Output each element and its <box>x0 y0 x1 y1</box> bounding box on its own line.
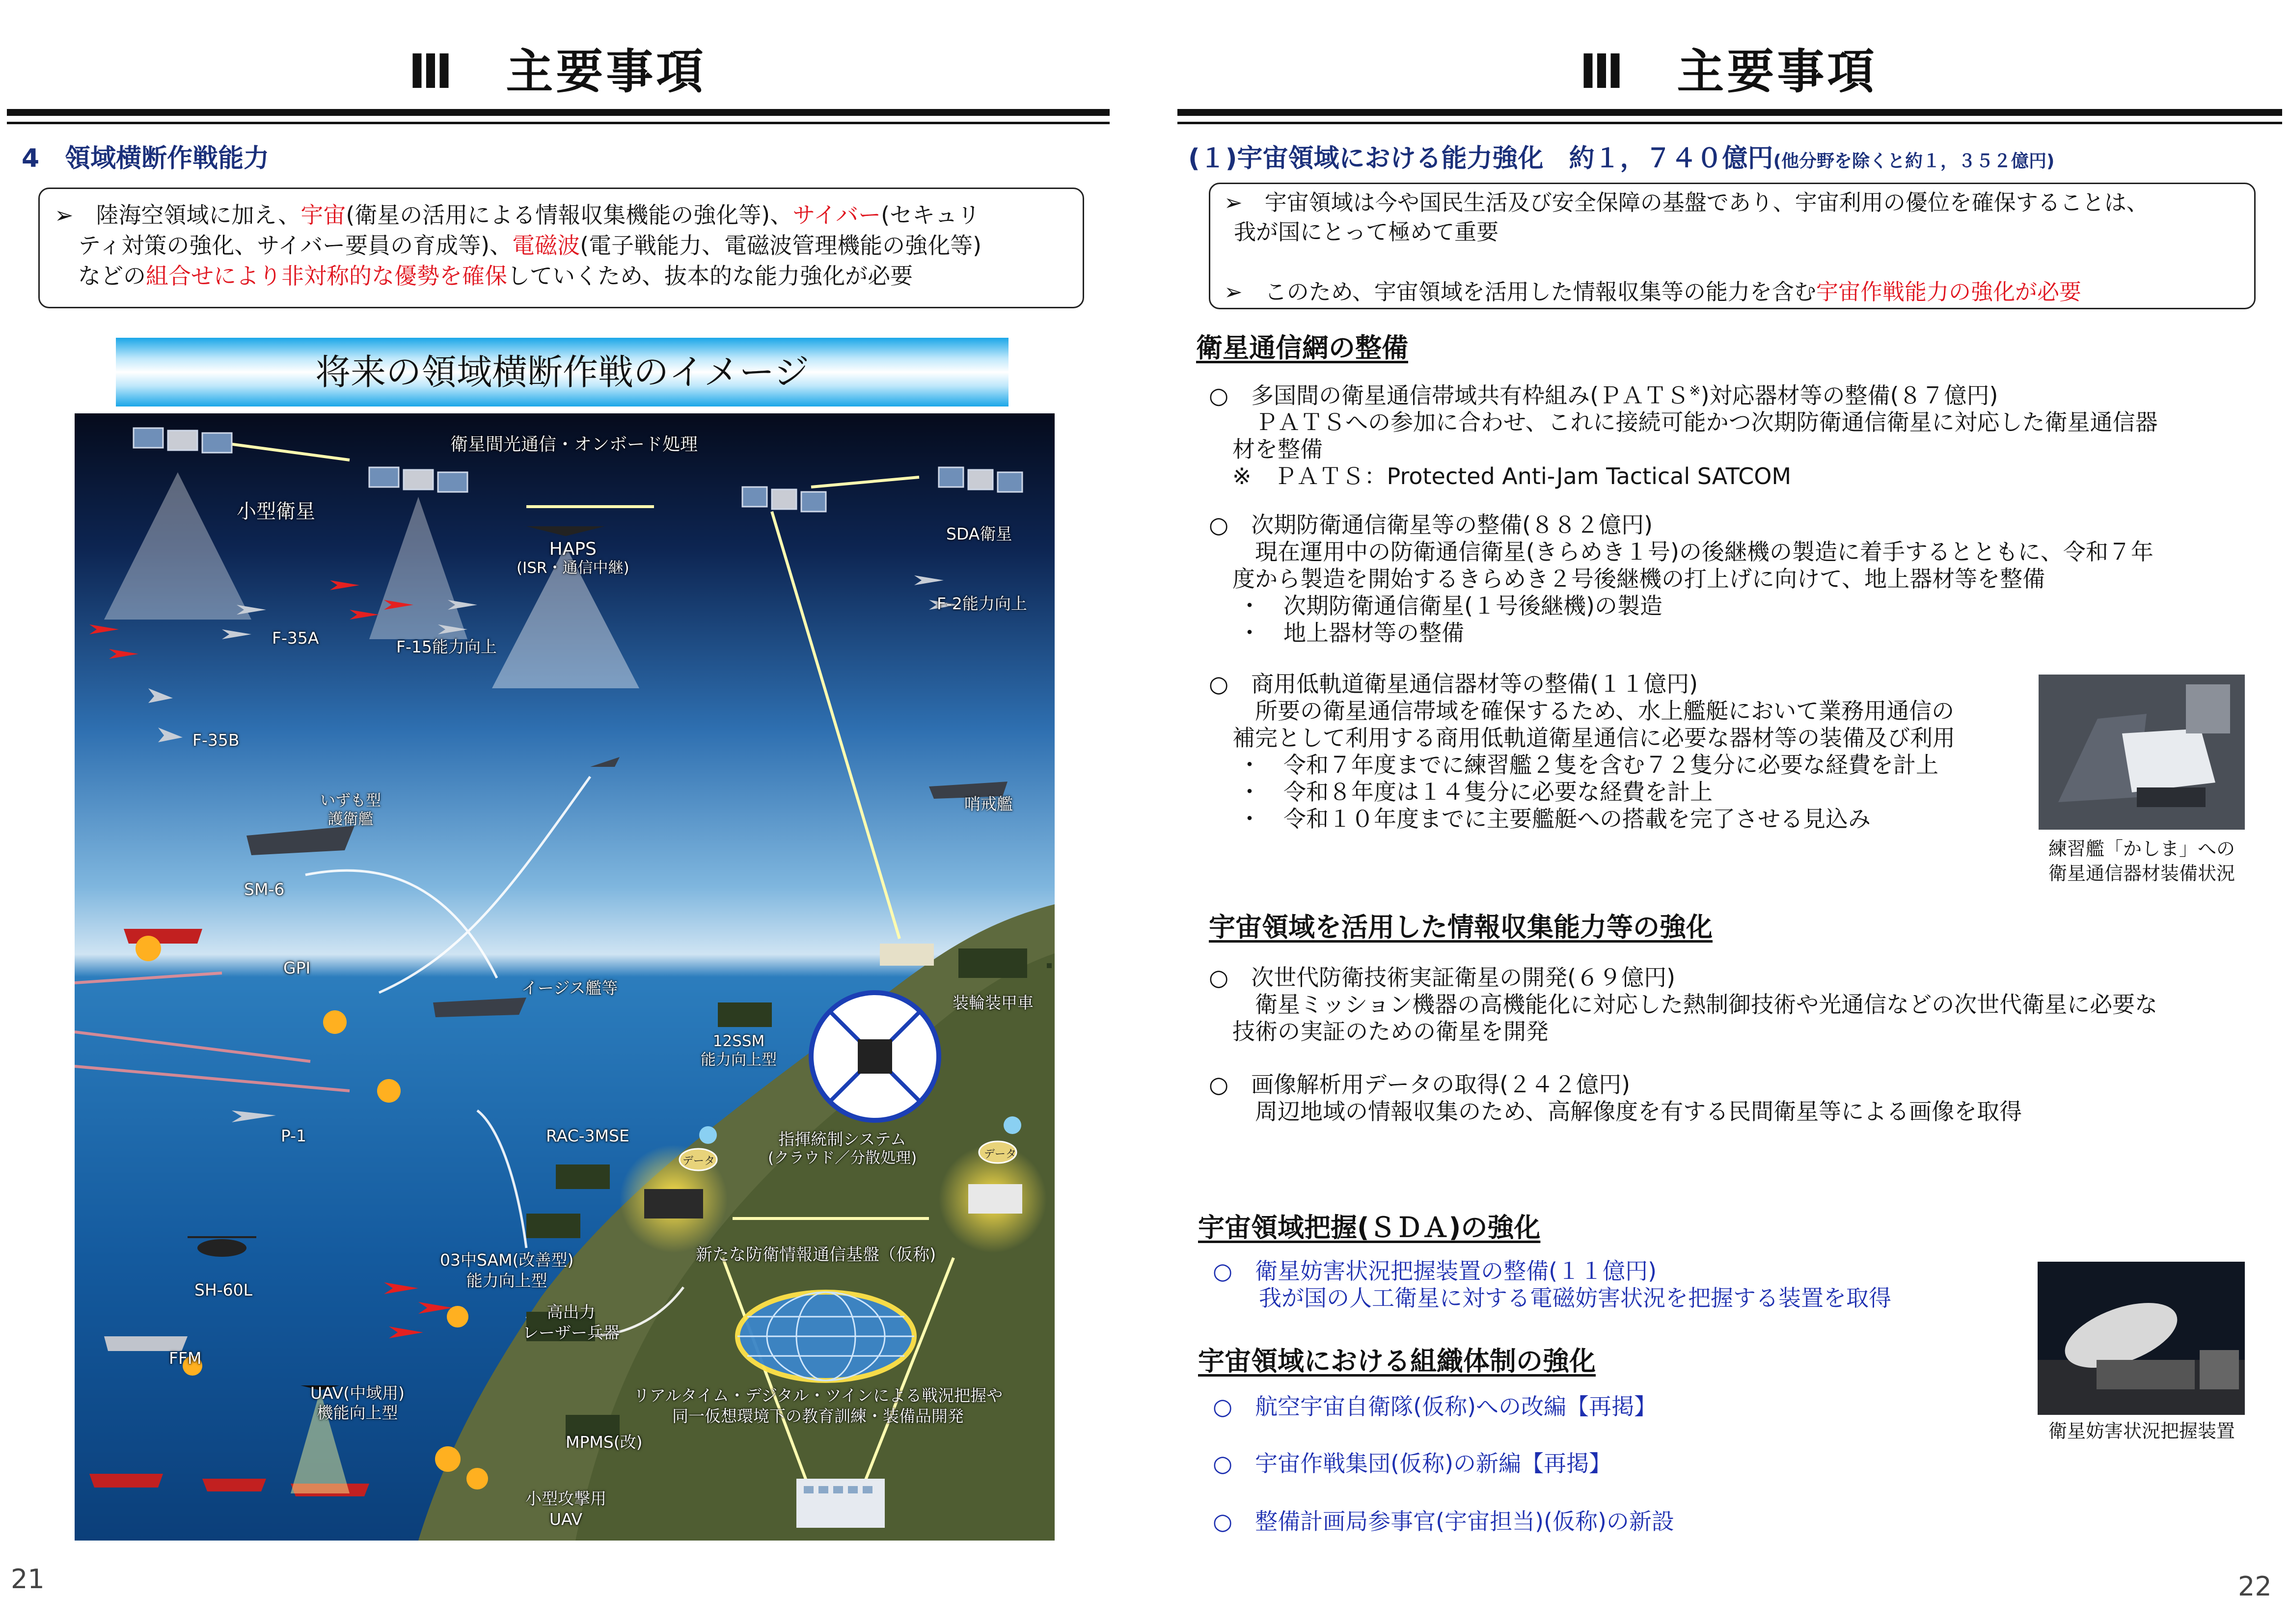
leo-line2: 所要の衛星通信帯域を確保するため、水上艦艇において業務用通信の <box>1232 698 1955 724</box>
leo-head: ○ 商用低軌道衛星通信器材等の整備(１１億円) <box>1209 671 1698 697</box>
label-f35b: F-35B <box>192 731 240 750</box>
label-izumo: いずも型 護衛艦 <box>320 792 381 828</box>
left-page-title: Ⅲ 主要事項 <box>408 44 707 99</box>
leo-bullet2: ・ 令和８年度は１４隻分に必要な経費を計上 <box>1238 779 1713 805</box>
label-twin: リアルタイム・デジタル・ツインによる戦況把握や 同一仮想環境下の教育訓練・装備品開発 <box>633 1386 1003 1426</box>
leo-bullet1: ・ 令和７年度までに練習艦２隻を含む７２隻分に必要な経費を計上 <box>1238 752 1938 778</box>
photo-kashima-svg <box>2039 675 2245 830</box>
left-summary-line3: などの組合せにより非対称的な優勢を確保していくため、抜本的な能力強化が必要 <box>78 263 913 289</box>
label-rac: RAC-3MSE <box>546 1126 629 1145</box>
satcom-section-title: 衛星通信網の整備 <box>1196 332 1408 363</box>
imagery-item <box>1209 1071 2022 1125</box>
label-haps: HAPS (ISR・通信中継) <box>517 539 629 577</box>
right-summary-p1-line2: 我が国にとって極めて重要 <box>1234 219 1499 245</box>
next-sat-head: ○ 次期防衛通信衛星等の整備(８８２億円) <box>1209 512 1653 538</box>
right-title-rule-thin <box>1177 122 2282 124</box>
next-sat-line3: 度から製造を開始するきらめき２号後継機の打上げに向けて、地上器材等を整備 <box>1232 566 2045 592</box>
demo-sat-line2: 衛星ミッション機器の高機能化に対応した熱制御技術や光通信などの次世代衛星に必要な <box>1232 991 2158 1018</box>
label-uav: UAV(中域用) 機能向上型 <box>310 1383 405 1422</box>
leo-item <box>1209 671 1955 833</box>
label-aegis: イージス艦等 <box>521 978 618 998</box>
sda-line2: 我が国の人工衛星に対する電磁妨害状況を把握する装置を取得 <box>1236 1285 1891 1311</box>
label-gpi: GPI <box>283 958 311 977</box>
sda-head: ○ 衛星妨害状況把握装置の整備(１１億円) <box>1213 1258 1657 1284</box>
left-page-number: 21 <box>11 1564 45 1595</box>
label-armored: 装輪装甲車 <box>953 993 1034 1012</box>
label-sm6: SM-6 <box>244 880 285 899</box>
pats-line3: 材を整備 <box>1232 436 1323 463</box>
left-section-heading: 4 領域横断作戦能力 <box>22 144 270 173</box>
label-f35a: F-35A <box>272 628 319 648</box>
isr-section-title: 宇宙領域を活用した情報収集能力等の強化 <box>1209 912 1713 943</box>
label-satellite-comm: 衛星間光通信・オンボード処理 <box>450 434 698 455</box>
left-summary-line2: ティ対策の強化、サイバー要員の育成等)、電磁波(電子戦能力、電磁波管理機能の強化等) <box>78 232 982 259</box>
photo-kashima-caption: 練習艦「かしま」への 衛星通信器材装備状況 <box>2048 838 2235 884</box>
label-mpms: MPMS(改) <box>566 1433 643 1452</box>
left-summary-line1: ➢ 陸海空領域に加え、宇宙(衛星の活用による情報収集機能の強化等)、サイバー(セキュリ <box>54 202 981 228</box>
label-sh60: SH-60L <box>194 1280 253 1299</box>
leo-line3: 補完として利用する商用低軌道衛星通信に必要な器材等の装備及び利用 <box>1232 725 1955 751</box>
right-summary-p1-line1: ➢ 宇宙領域は今や国民生活及び安全保障の基盤であり、宇宙利用の優位を確保することは、 <box>1224 189 2149 216</box>
org-section-title: 宇宙領域における組織体制の強化 <box>1198 1346 1596 1377</box>
right-page-title: Ⅲ 主要事項 <box>1579 44 1878 99</box>
label-ffm: FFM <box>169 1349 202 1368</box>
leo-bullet3: ・ 令和１０年度までに主要艦艇への搭載を完了させる見込み <box>1238 806 1871 832</box>
org-item-3: ○ 整備計画局参事官(宇宙担当)(仮称)の新設 <box>1213 1508 1674 1535</box>
label-small-sat: 小型衛星 <box>237 500 315 523</box>
demo-sat-item <box>1209 964 2157 1045</box>
pats-note: ※ ＰＡＴＳ：Protected Anti-Jam Tactical SATCOM <box>1232 463 1792 490</box>
label-data2: データ <box>984 1148 1017 1161</box>
right-title-rule <box>1177 109 2282 116</box>
label-12ssm: 12SSM 能力向上型 <box>701 1032 777 1069</box>
next-sat-bullet1: ・ 次期防衛通信衛星(１号後継機)の製造 <box>1238 593 1662 619</box>
sda-item <box>1213 1258 1891 1312</box>
label-c2: 指揮統制システム (クラウド／分散処理) <box>768 1130 917 1167</box>
next-sat-item <box>1209 512 2153 647</box>
label-sam: 03中SAM(改善型) 能力向上型 <box>440 1250 574 1290</box>
label-f2: F-2能力向上 <box>937 594 1027 613</box>
photo-sda-device <box>2038 1262 2245 1415</box>
right-summary-p2: ➢ このため、宇宙領域を活用した情報収集等の能力を含む宇宙作戦能力の強化が必要 <box>1224 279 2081 305</box>
demo-sat-head: ○ 次世代防衛技術実証衛星の開発(６９億円) <box>1209 964 1676 991</box>
pats-head: ○ 多国間の衛星通信帯域共有枠組み(ＰＡＴＳ※)対応器材等の整備(８７億円) <box>1209 382 1998 409</box>
sda-section-title: 宇宙領域把握(ＳＤＡ)の強化 <box>1198 1212 1541 1243</box>
label-f15: F-15能力向上 <box>396 637 497 656</box>
next-sat-line2: 現在運用中の防衛通信衛星(きらめき１号)の後継機の製造に着手するとともに、令和７年 <box>1232 539 2153 565</box>
imagery-head: ○ 画像解析用データの取得(２４２億円) <box>1209 1071 1631 1098</box>
label-attack-uav: 小型攻撃用 UAV <box>525 1489 606 1529</box>
org-item-2: ○ 宇宙作戦集団(仮称)の新編【再掲】 <box>1213 1450 1612 1477</box>
right-section-heading: (１)宇宙領域における能力強化 約１，７４０億円(他分野を除くと約１，３５２億円) <box>1188 144 2055 173</box>
pats-line2: ＰＡＴＳへの参加に合わせ、これに接続可能かつ次期防衛通信衛星に対応した衛星通信器 <box>1232 409 2158 436</box>
left-summary-box <box>38 188 1084 308</box>
right-page-number: 22 <box>2238 1571 2272 1602</box>
photo-sda-caption: 衛星妨害状況把握装置 <box>2048 1420 2235 1442</box>
photo-kashima <box>2039 675 2245 830</box>
photo-sda-device-svg <box>2038 1262 2245 1415</box>
label-network: 新たな防衛情報通信基盤（仮称) <box>696 1245 936 1265</box>
left-title-rule <box>7 109 1110 116</box>
domain-illustration <box>75 413 1055 1541</box>
right-summary-box <box>1209 183 2256 309</box>
label-laser: 高出力 レーザー兵器 <box>522 1302 620 1342</box>
next-sat-bullet2: ・ 地上器材等の整備 <box>1238 620 1464 646</box>
pats-item <box>1209 377 2158 490</box>
image-banner-text: 将来の領域横断作戦のイメージ <box>315 352 809 393</box>
demo-sat-line3: 技術の実証のための衛星を開発 <box>1232 1018 1549 1045</box>
label-sda-sat: SDA衛星 <box>946 524 1012 543</box>
left-title-rule-thin <box>7 122 1110 124</box>
image-banner <box>116 338 1008 406</box>
label-data1: データ <box>682 1155 715 1167</box>
label-patrol: 哨戒艦 <box>964 794 1013 813</box>
label-p1: P-1 <box>281 1126 307 1145</box>
org-item-1: ○ 航空宇宙自衛隊(仮称)への改編【再掲】 <box>1213 1393 1657 1420</box>
imagery-line2: 周辺地域の情報収集のため、高解像度を有する民間衛星等による画像を取得 <box>1232 1098 2022 1125</box>
